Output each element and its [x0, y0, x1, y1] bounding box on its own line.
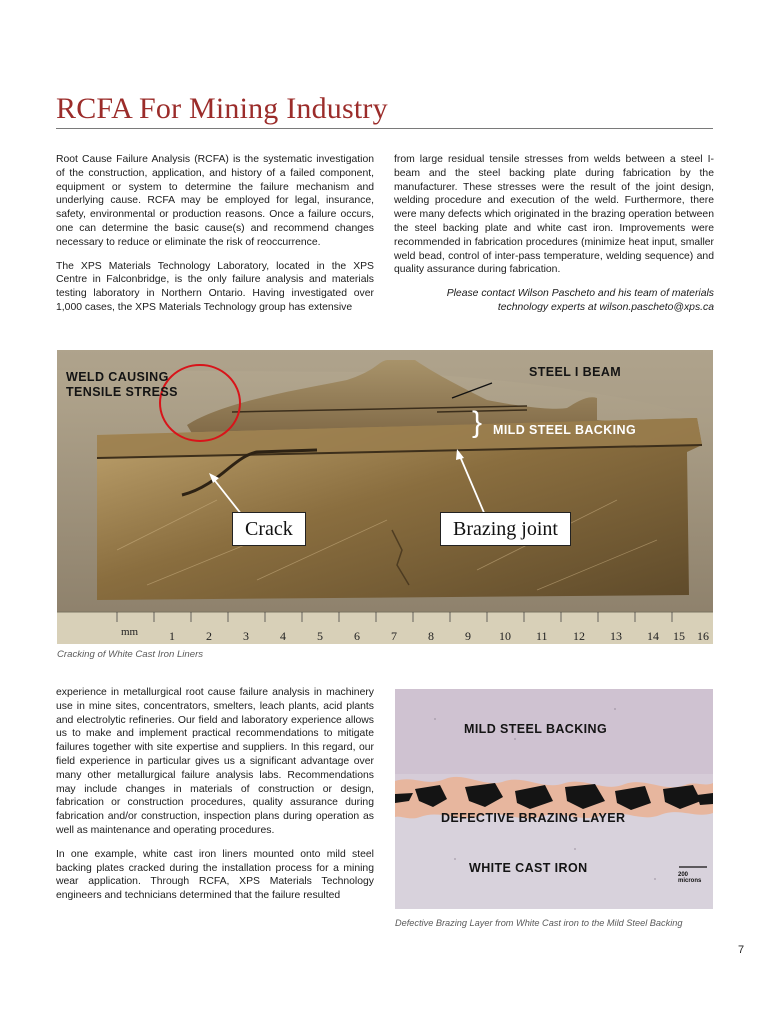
contact-note: Please contact Wilson Pascheto and his team of materials technology experts at wilson.pascheto@xps.ca [446, 288, 714, 313]
ruler-number: 12 [573, 629, 585, 643]
photo2-caption: Defective Brazing Layer from White Cast iron to the Mild Steel Backing [395, 918, 683, 928]
paragraph-failure-result: from large residual tensile stresses from welds between a steel I-beam and the steel backing plate during fabrication by the manufacturer. These stresses were the result of the joint design, welding procedure and execution of the weld. Furthermore, there were many defects which originated in the brazing operation between the steel backing plate and white cast iron. Improvements were recommended in fabrication procedures (minimize heat input, smaller weld bead, control of inter-pass temperature, welding sequence) and quality assurance during fabrication. [394, 154, 714, 276]
ruler-number: 4 [280, 629, 286, 643]
ruler-number: 14 [647, 629, 659, 643]
ruler-unit: mm [121, 626, 139, 638]
defective-brazing-layer-label: DEFECTIVE BRAZING LAYER [441, 811, 626, 825]
ruler-number: 8 [428, 629, 434, 643]
ruler-number: 16 [697, 629, 709, 643]
ruler-number: 1 [169, 629, 175, 643]
scale-bar-label: 200 microns [678, 872, 702, 884]
page-title: RCFA For Mining Industry [56, 92, 388, 125]
micrograph-mild-steel-label: MILD STEEL BACKING [464, 722, 608, 736]
paragraph-rcfa-definition: Root Cause Failure Analysis (RCFA) is the systematic investigation of the construction, application, and history of a failed component, equipment or system to determine the failure mechanism and underlying cause. RCFA may be employed for legal, insurance, safety, environmental or production reasons. Once a failure occurs, one can determine the basic cause(s) and recommend changes necessary to reduce or eliminate the risk of reoccurrence. [56, 154, 374, 248]
weld-label: WELD CAUSING TENSILE STRESS [66, 370, 178, 399]
ruler-number: 13 [610, 629, 622, 643]
photo1-caption: Cracking of White Cast Iron Liners [57, 649, 204, 660]
title-rule [56, 128, 713, 129]
column-top-right [394, 153, 714, 315]
mild-steel-backing-label: MILD STEEL BACKING [493, 423, 637, 437]
crack-label: Crack [232, 512, 306, 546]
paragraph-experience: experience in metallurgical root cause failure analysis in machinery use in mine sites, concentrators, smelters, leach plants, acid plants and electrolytic refineries. Our field and laboratory experience allows us to make and implement practical recommendations to mitigate failures together with site expertise and suppliers. In this regard, our field experience in particular gives us a significant advantage over many other metallurgical failure analysis labs. Recommendations may include changes in materials of construction or design, fabrication or construction procedures, quality assurance during fabrication and/or construction, inspection plans during operation as well as maintenance and operating procedures. [56, 687, 374, 836]
ruler-number: 6 [354, 629, 360, 643]
ruler-number: 10 [499, 629, 511, 643]
cracked-liner-photo [57, 350, 713, 644]
paragraph-xps-lab: The XPS Materials Technology Laboratory, located in the XPS Centre in Falconbridge, is the only failure analysis and materials testing laboratory in Northern Ontario. Having investigated over 1,000 cases, the XPS Materials Technology group has extensive [56, 260, 374, 313]
column-bottom-left [56, 686, 374, 913]
ruler-number: 11 [536, 629, 548, 643]
ruler-number: 15 [673, 629, 685, 643]
column-top-left [56, 153, 374, 325]
backing-brace: } [472, 406, 483, 439]
brazing-micrograph [395, 689, 713, 909]
ruler-number: 2 [206, 629, 212, 643]
ruler-number: 9 [465, 629, 471, 643]
page-number: 7 [738, 944, 745, 956]
steel-ibeam-label: STEEL I BEAM [529, 365, 622, 379]
ruler-number: 7 [391, 629, 397, 643]
ruler-number: 5 [317, 629, 323, 643]
brazing-joint-label: Brazing joint [440, 512, 571, 546]
paragraph-example: In one example, white cast iron liners mounted onto mild steel backing plates cracked during the installation process for a mining wear application. Through RCFA, XPS Materials Technology engineers and technicians determined that the failure resulted [56, 848, 374, 902]
white-cast-iron-label: WHITE CAST IRON [469, 861, 588, 875]
ruler-number: 3 [243, 629, 249, 643]
